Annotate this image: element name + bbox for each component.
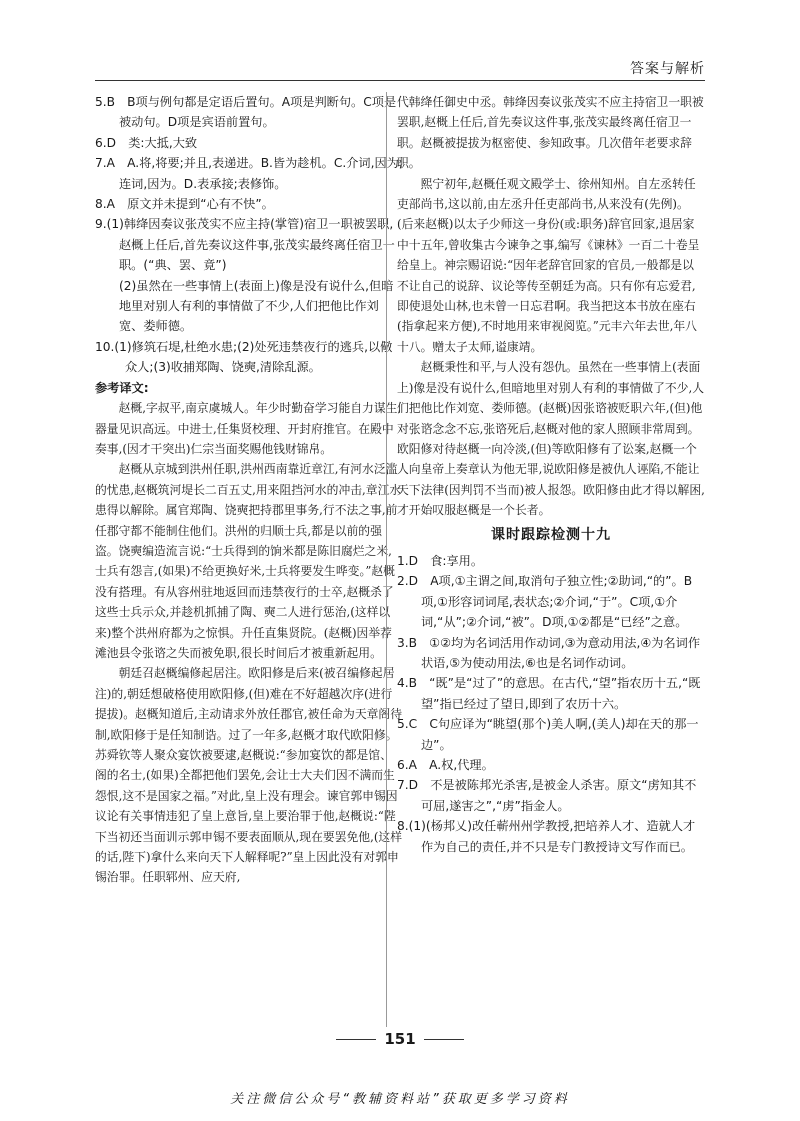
answer-8-right: 8.(1)(杨邦乂)改任蕲州州学教授,把培养人才、造就人才作为自己的责任,并不只是专门教授诗文写作而已。 [397,819,696,854]
page-number-dash-right [424,1039,464,1040]
answer-10: 10.(1)修筑石堤,杜绝水患;(2)处死违禁夜行的逃兵,以儆众人;(3)收捕郑陶、饶奭,清除乱源。 [95,339,393,375]
answer-7: 7.A A.将,将要;并且,表递进。B.皆为趁机。C.介词,因为;连词,因为。D.表承接;表修饰。 [95,156,403,191]
column-divider [386,92,387,1027]
answer-2: 2.D A项,①主谓之间,取消句子独立性;②助词,“的”。B项,①形容词词尾,表状态;②介词,“于”。C项,①介词,“从”;②介词,“被”。D项,①②都是“已经”之意。 [397,574,693,630]
left-column [95,92,403,888]
page-header [95,52,705,82]
translation-paragraph: 赵概秉性和平,与人没有怨仇。虽然在一些事情上(表面上)像是没有说什么,但暗地里对别人有利的事情做了不少,人们把他比作刘宽、娄师德。(赵概)因张谘被贬职六年,(但)他对张谘念念不忘,张谘死后,赵概对他的家人照顾非常周到。欧阳修对待赵概一向冷淡,(但)等欧阳修有了讼案,赵概一个人向皇帝上奏章认为他无罪,说欧阳修是被仇人诬陷,不能让天下法律(因判罚不当而)被人报怨。欧阳修由此才得以解困,才开始叹服赵概是一个长者。 [397,360,705,518]
right-column [397,92,705,857]
answer-8: 8.A 原文并未提到“心有不快”。 [95,197,274,212]
translation-heading: 参考译文: [95,380,149,395]
header-title: 答案与解析 [630,61,705,77]
page-number-dash-left [336,1039,376,1040]
answer-9-part-1: 9.(1)韩绛因奏议张茂实不应主持(掌管)宿卫一职被罢职,赵概上任后,首先奏议这件事,张茂实最终离任宿卫一职。(“典、罢、竟”) [95,217,395,273]
answer-5-right: 5.C C句应译为“眺望(那个)美人啊,(美人)却在天的那一边”。 [397,717,699,752]
answer-6: 6.D 类:大抵,大致 [95,135,198,150]
section-title: 课时跟踪检测十九 [491,526,611,543]
answer-7-right: 7.D 不是被陈邦光杀害,是被金人杀害。原文“虏知其不可屈,遂害之”,“虏”指金人。 [397,778,697,813]
answer-6-right: 6.A A.权,代理。 [397,758,494,772]
answer-9-part-2: (2)虽然在一些事情上(表面上)像是没有说什么,但暗地里对别人有利的事情做了不少,人们把他比作刘宽、娄师德。 [119,278,394,334]
answer-3: 3.B ①②均为名词活用作动词,③为意动用法,④为名词作状语,⑤为使动用法,⑥也是名词作动词。 [397,635,701,670]
footer-watermark: 关注微信公众号“教辅资料站”获取更多学习资料 [230,1092,570,1107]
translation-paragraph: 熙宁初年,赵概任观文殿学士、徐州知州。自左丞转任吏部尚书,这以前,由左丞升任吏部尚书,从来没有(先例)。(后来赵概)以太子少师这一身份(或:职务)辞官回家,退居家中十五年,曾收集古今谏争之事,编写《谏林》一百二十卷呈给皇上。神宗赐诏说:“因年老辞官回家的官员,一般都是以不让自己的说辞、议论等传至朝廷为高。只有你有忘爱君,即使退处山林,也未曾一日忘君啊。我当把这本书放在座右(指拿起来方便),不时地用来审视阅览。”元丰六年去世,年八十八。赠太子太师,谥康靖。 [397,176,700,354]
answer-5: 5.B B项与例句都是定语后置句。A项是判断句。C项是被动句。D项是宾语前置句。 [95,95,397,130]
answer-4: 4.B “既”是“过了”的意思。在古代,“望”指农历十五,“既望”指已经过了望日,即到了农历十六。 [397,676,701,711]
answer-1: 1.D 食:享用。 [397,553,484,568]
translation-paragraph: 朝廷召赵概编修起居注。欧阳修是后来(被召编修起居注)的,朝廷想破格使用欧阳修,(但)难在不好超越次序(进行提拔)。赵概知道后,主动请求外放任郡官,被任命为天章阁待制,欧阳修于是任知制诰。过了一年多,赵概才取代欧阳修。苏舜钦等人聚众宴饮被要逮,赵概说:“参加宴饮的都是馆、阁的名士,(如果)全都把他们罢免,会让士大夫们因不满而生怨恨,这不是国家之福。”对此,皇上没有理会。谏官郭申锡因议论有关事情违犯了皇上意旨,皇上要治罪于他,赵概说:“陛下当初还当面训示郭申锡不要表面顺从,现在要罢免他,(这样的话,陛下)拿什么来向天下人解释呢?”皇上因此没有对郭申锡治罪。任职郓州、应天府, [95,666,403,885]
page-number-value: 151 [384,1030,416,1048]
translation-paragraph: 赵概从京城到洪州任职,洪州西南靠近章江,有河水泛滥的忧患,赵概筑河堤长二百五丈,用来阻挡河水的冲击,章江水患得以解除。属官郑陶、饶奭把持郡里事务,行不法之事,前任郡守都不能制住他们。洪州的归顺士兵,都是以前的强盗。饶奭编造流言说:“士兵得到的饷米都是陈旧腐烂之米,士兵有怨言,(如果)不给更换好米,士兵将要发生哗变。”赵概没有搭理。有从容州驻地返回而违禁夜行的士卒,赵概杀了这些士兵示众,并趁机抓捕了陶、奭二人进行惩治,(这样以来)整个洪州府都为之惊惧。升任直集贤院。(赵概)因举荐滩池县令张谘之失而被免职,很长时间后才被重新起用。 [95,462,402,660]
translation-paragraph: 代韩绛任御史中丞。韩绛因奏议张茂实不应主持宿卫一职被罢职,赵概上任后,首先奏议这件事,张茂实最终离任宿卫一职。赵概被提拔为枢密使、参知政事。几次借年老要求辞职。 [397,95,704,171]
header-rule [95,80,705,81]
translation-paragraph: 赵概,字叔平,南京虞城人。年少时勤奋学习能自力谋生,器量见识高远。中进士,任集贤校理、开封府推官。在殿中奏事,(因才干突出)仁宗当面奖赐他钱财锦帛。 [95,401,402,456]
page-number [0,1030,800,1048]
